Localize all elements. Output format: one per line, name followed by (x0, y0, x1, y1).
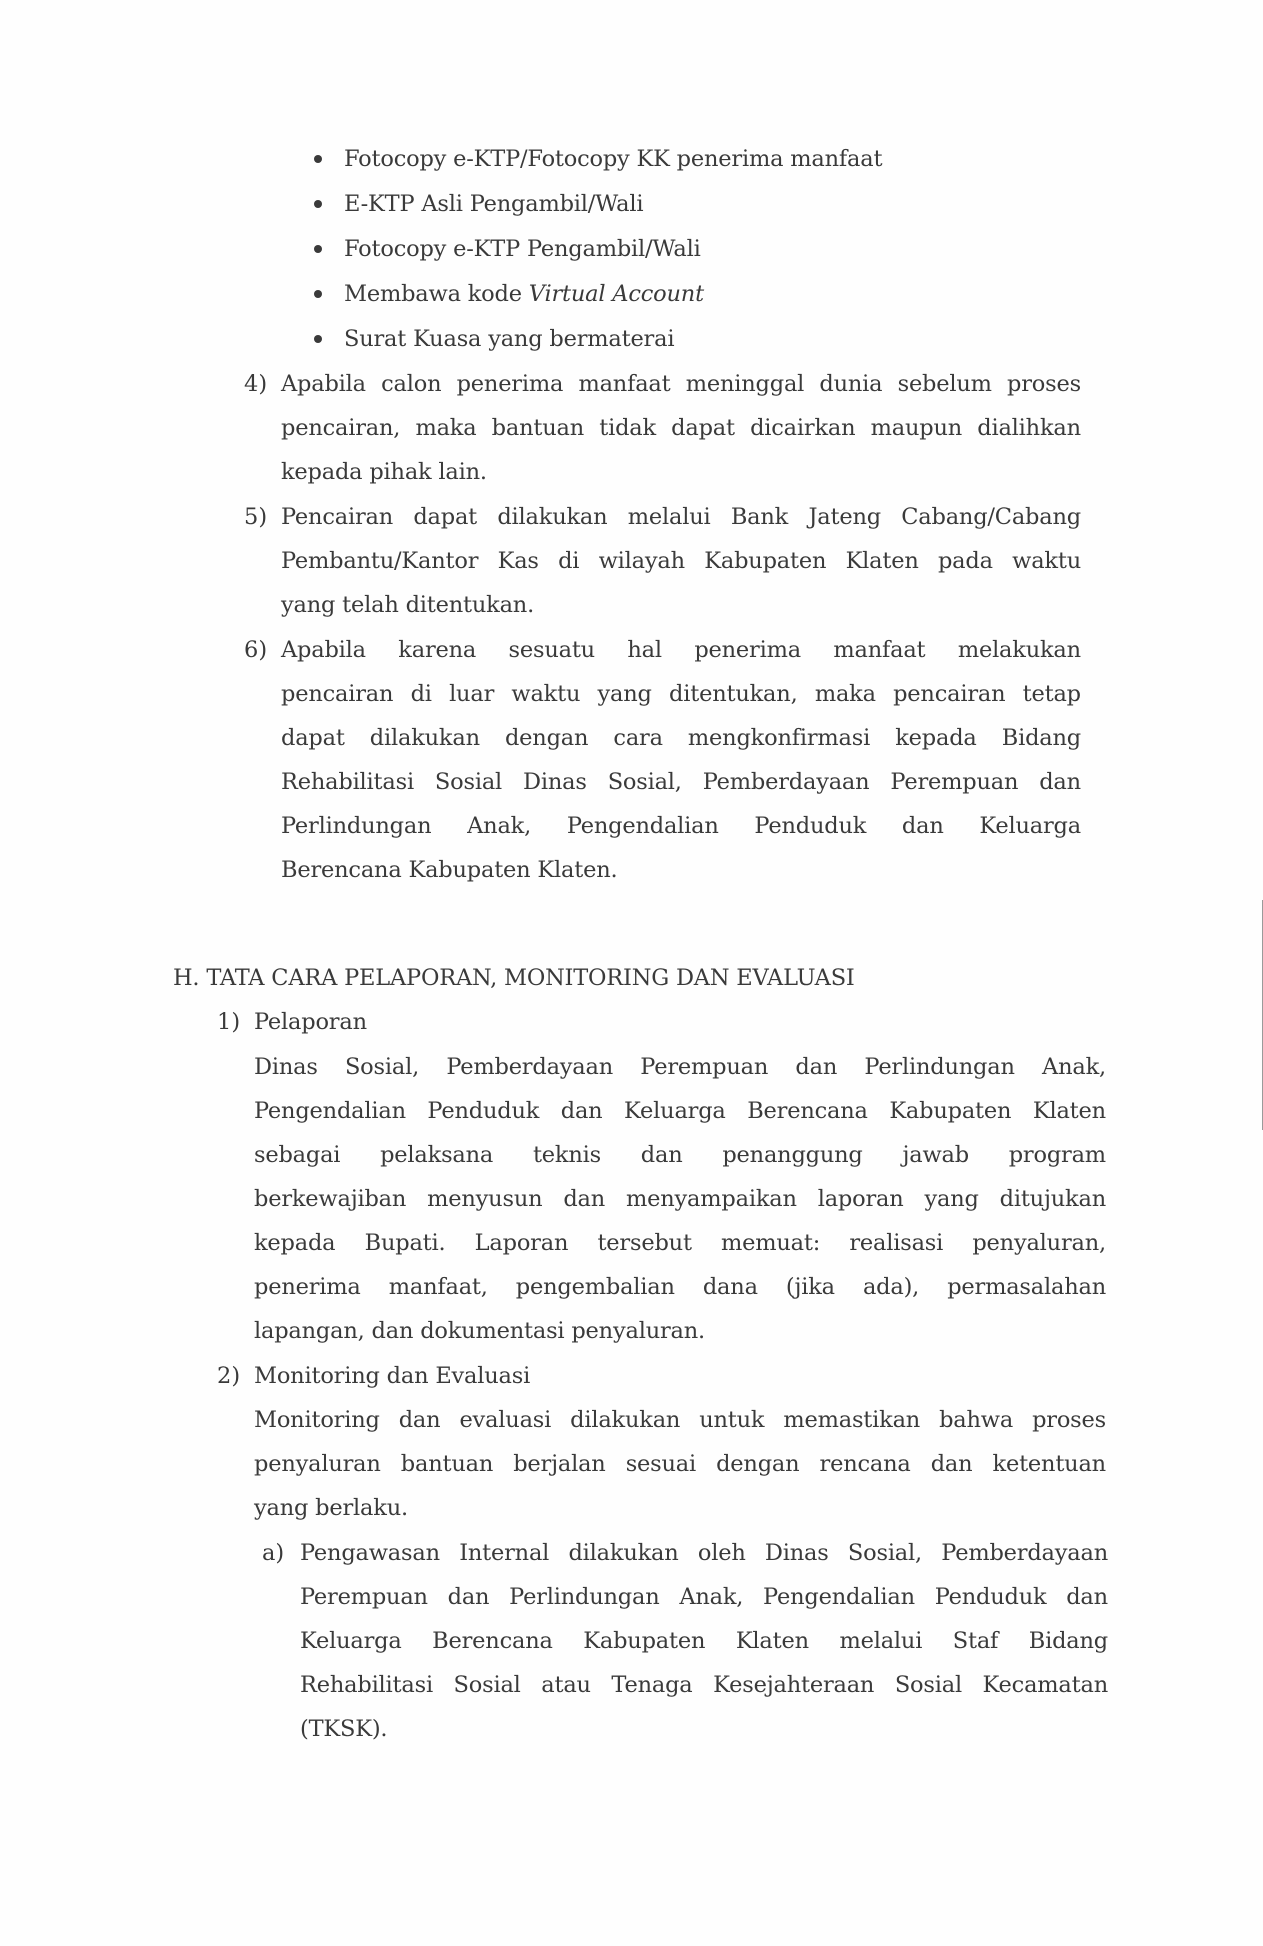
paragraph-line: yang telah ditentukan. (281, 592, 535, 618)
item-number: 2) (217, 1363, 241, 1389)
paragraph-line: Dinas Sosial, Pemberdayaan Perempuan dan Perlindungan Anak, (254, 1054, 1106, 1080)
item-number: 5) (244, 504, 268, 530)
paragraph-line: Perlindungan Anak, Pengendalian Penduduk dan Keluarga (281, 813, 1081, 839)
paragraph-line: Pembantu/Kantor Kas di wilayah Kabupaten Klaten pada waktu (281, 548, 1081, 574)
bullet-item: Surat Kuasa yang bermaterai (344, 326, 675, 352)
bullet-item-text: Membawa kode (344, 281, 522, 307)
bullet-icon (314, 245, 322, 253)
paragraph-line: lapangan, dan dokumentasi penyaluran. (254, 1318, 705, 1344)
bullet-icon (314, 335, 322, 343)
bullet-item: E-KTP Asli Pengambil/Wali (344, 191, 644, 217)
paragraph-line: pencairan di luar waktu yang ditentukan, maka pencairan tetap (281, 681, 1081, 707)
paragraph-line: Keluarga Berencana Kabupaten Klaten melalui Staf Bidang (300, 1628, 1108, 1654)
bullet-item: Fotocopy e-KTP/Fotocopy KK penerima manfaat (344, 146, 883, 172)
paragraph-line: Pengawasan Internal dilakukan oleh Dinas Sosial, Pemberdayaan (300, 1540, 1108, 1566)
paragraph-line: Perempuan dan Perlindungan Anak, Pengendalian Penduduk dan (300, 1584, 1108, 1610)
bullet-icon (314, 155, 322, 163)
paragraph-line: yang berlaku. (254, 1495, 408, 1521)
paragraph-line: penyaluran bantuan berjalan sesuai dengan rencana dan ketentuan (254, 1451, 1106, 1477)
item-number: 4) (244, 371, 268, 397)
paragraph-line: (TKSK). (300, 1716, 388, 1742)
paragraph-line: Rehabilitasi Sosial atau Tenaga Kesejahteraan Sosial Kecamatan (300, 1672, 1108, 1698)
paragraph-line: kepada pihak lain. (281, 459, 487, 485)
bullet-item-italic: Virtual Account (528, 281, 704, 307)
paragraph-line: Apabila calon penerima manfaat meninggal dunia sebelum proses (281, 371, 1081, 397)
item-number: 1) (217, 1009, 241, 1035)
bullet-icon (314, 290, 322, 298)
paragraph-line: berkewajiban menyusun dan menyampaikan laporan yang ditujukan (254, 1186, 1106, 1212)
paragraph-line: sebagai pelaksana teknis dan penanggung jawab program (254, 1142, 1106, 1168)
paragraph-line: kepada Bupati. Laporan tersebut memuat: realisasi penyaluran, (254, 1230, 1106, 1256)
bullet-item: Fotocopy e-KTP Pengambil/Wali (344, 236, 701, 262)
section-heading: H. TATA CARA PELAPORAN, MONITORING DAN EVALUASI (173, 965, 855, 991)
bullet-icon (314, 200, 322, 208)
paragraph-line: Berencana Kabupaten Klaten. (281, 857, 618, 883)
paragraph-line: Pencairan dapat dilakukan melalui Bank Jateng Cabang/Cabang (281, 504, 1081, 530)
subsection-title: Pelaporan (254, 1009, 367, 1035)
item-number: 6) (244, 637, 268, 663)
paragraph-line: Apabila karena sesuatu hal penerima manfaat melakukan (281, 637, 1081, 663)
bullet-item (344, 279, 704, 309)
paragraph-line: Pengendalian Penduduk dan Keluarga Berencana Kabupaten Klaten (254, 1098, 1106, 1124)
paragraph-line: penerima manfaat, pengembalian dana (jika ada), permasalahan (254, 1274, 1106, 1300)
paragraph-line: Monitoring dan evaluasi dilakukan untuk memastikan bahwa proses (254, 1407, 1106, 1433)
paragraph-line: pencairan, maka bantuan tidak dapat dicairkan maupun dialihkan (281, 415, 1081, 441)
subsection-title: Monitoring dan Evaluasi (254, 1363, 531, 1389)
paragraph-line: Rehabilitasi Sosial Dinas Sosial, Pemberdayaan Perempuan dan (281, 769, 1081, 795)
item-number: a) (262, 1540, 285, 1566)
paragraph-line: dapat dilakukan dengan cara mengkonfirmasi kepada Bidang (281, 725, 1081, 751)
